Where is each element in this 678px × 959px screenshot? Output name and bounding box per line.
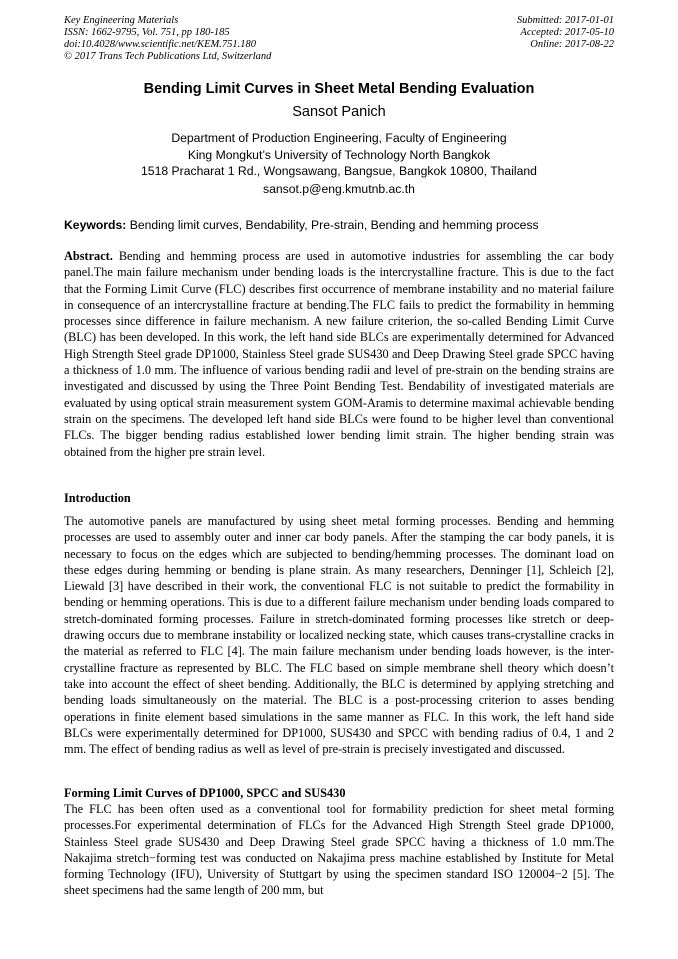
keywords-text: Bending limit curves, Bendability, Pre-strain, Bending and hemming process [129, 218, 539, 232]
introduction-heading: Introduction [64, 491, 131, 505]
abstract-text: Bending and hemming process are used in automotive industries for assembling the car body panel.The main failure mechanism under bending loads is the intercrystalline fracture. This is due to the fact that the Forming Limit Curve (FLC) describes first occurrence of membrane instability and no material failure in consequence of an intercrystalline fracture at bending.The FLC fails to predict the formability in hemming processes since difference in failure mechanism. A new failure criterion, the so-called Bending Limit Curve (BLC) has been developed. In this work, the left hand side BLCs are experimentally determined for Advanced High Strength Steel grade DP1000, Stainless Steel grade SUS430 and Deep Drawing Steel grade SPCC having a thickness of 1.0 mm. The influence of various bending radii and level of pre-strain on the bending strains are investigated and discussed by using the Three Point Bending Test. Bendability of investigated materials are evaluated by using optical strain measurement system GOM-Aramis to determine maximal achievable bending strain on the specimens. The developed left hand side BLCs were found to be higher level than conventional FLCs. The bigger bending radius established lower bending limit strain. The higher bending strain was obtained from the higher pre strain level. [64, 249, 614, 459]
abstract [64, 248, 614, 460]
submitted-date: Submitted: 2017-01-01 [516, 15, 614, 26]
submission-dates [517, 15, 614, 51]
author-name: Sansot Panich [292, 104, 386, 120]
accepted-date: Accepted: 2017-05-10 [520, 27, 614, 38]
introduction-text: The automotive panels are manufactured by using sheet metal forming processes. Bending and hemming processes are used to assembly outer and inner car body panels. After the stamping the car body panels, it is necessary to focus on the edges which are subjected to bending/hemming processes. The dominant load on these edges during hemming or bending is plane strain. As many researchers, Denninger [1], Schleich [2], Liewald [3] have described in their work, the conventional FLC is not suitable to predict the formability in bending or hemming operations. This is due to a different failure mechanism under bending loads compared to stretch-dominated forming processes. Failure in stretch-dominated forming processes like stretch or deep-drawing occurs due to membrane instability or localized necking state, which causes trans-crystalline cracks in the material as referred to FLC [4]. The main failure mechanism under bending loads however, is the inter-crystalline fracture as represented by BLC. The FLC based on simple membrane shell theory which doesn’t take into account the effect of sheet bending. Additionally, the BLC is determined by applying stretching and bending loads simultaneously on the material. The BLC is a post-processing criterion to asses bending operations in finite element based simulations in the same manner as FLC. In this work, the left hand side BLCs were experimentally determined for DP1000, SUS430 and SPCC with bending radius of 0.4, 1 and 2 mm. The effect of bending radius as well as level of pre-strain is precisely investigated and discussed. [64, 514, 614, 757]
journal-doi: doi:10.4028/www.scientific.net/KEM.751.180 [64, 39, 256, 50]
keywords-label: Keywords: [64, 218, 127, 232]
author-email: sansot.p@eng.kmutnb.ac.th [263, 182, 415, 196]
flc-section-heading: Forming Limit Curves of DP1000, SPCC and SUS430 [64, 786, 346, 800]
online-date: Online: 2017-08-22 [530, 39, 614, 50]
abstract-label: Abstract. [64, 249, 113, 263]
affiliation-address: 1518 Pracharat 1 Rd., Wongsawang, Bangsue, Bangkok 10800, Thailand [141, 164, 537, 178]
keywords [64, 218, 624, 232]
affiliation [0, 130, 678, 180]
journal-name: Key Engineering Materials [64, 15, 179, 26]
affiliation-university: King Mongkut’s University of Technology North Bangkok [187, 147, 491, 162]
journal-copyright: © 2017 Trans Tech Publications Ltd, Switzerland [64, 51, 272, 62]
paper-title: Bending Limit Curves in Sheet Metal Bending Evaluation [143, 81, 535, 97]
flc-section-text: The FLC has been often used as a conventional tool for formability prediction for sheet metal forming processes.For experimental determination of FLCs for the Advanced High Strength Steel grade DP1000, Stainless Steel grade SUS430 and Deep Drawing Steel grade SPCC having a thickness of 1.0 mm.The Nakajima stretch−forming test was conducted on Nakajima press machine established by Institute for Metal forming Technology (IFU), University of Stuttgart by using the specimen standard ISO 120004−2 [5]. The sheet specimens had the same length of 200 mm, but [64, 802, 614, 898]
journal-issn: ISSN: 1662-9795, Vol. 751, pp 180-185 [64, 27, 230, 38]
journal-header [64, 15, 271, 63]
affiliation-department: Department of Production Engineering, Faculty of Engineering [171, 131, 507, 145]
